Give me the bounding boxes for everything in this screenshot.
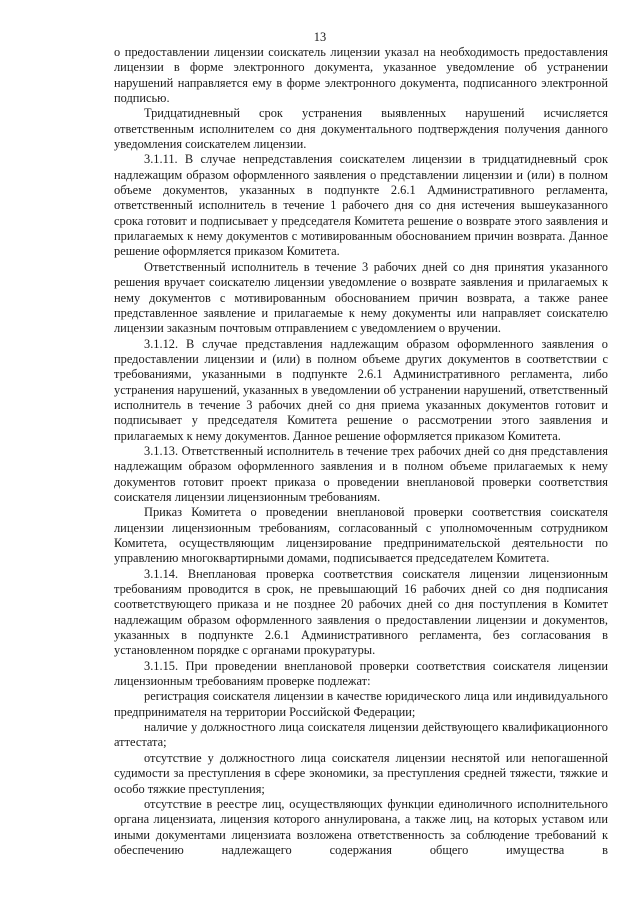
document-body bbox=[114, 45, 608, 858]
paragraph: 3.1.14. Внеплановая проверка соответствия соискателя лицензии лицензионным требованиям проводится в срок, не превышающий 16 рабочих дней со дня подписания соответствующего приказа и не позднее 20 рабочих дней со дня поступления в Комитет надлежащим образом оформленного заявления о предоставлении лицензии и документов, указанных в подпункте 2.6.1 Административного регламента, без согласования в установленном порядке с органами прокуратуры. bbox=[114, 566, 608, 658]
paragraph: Приказ Комитета о проведении внеплановой проверки соответствия соискателя лицензии лицензионным требованиям, согласованный с уполномоченным сотрудником Комитета, осуществляющим лицензирование предпринимательской деятельности по управлению многоквартирными домами, подписывается председателем Комитета. bbox=[114, 505, 608, 566]
paragraph: отсутствие в реестре лиц, осуществляющих функции единоличного исполнительного органа лицензиата, лицензия которого аннулирована, а также лиц, на которых уставом или иными документами лицензиата возложена ответственность за соблюдение требований к обеспечению надлежащего содержания общего имущества в bbox=[114, 796, 608, 857]
paragraph: Ответственный исполнитель в течение 3 рабочих дней со дня принятия указанного решения вручает соискателю лицензии уведомление о возврате заявления и прилагаемых к нему документов с мотивированным обоснованием причин возврата, а также ранее представленное заявление и прилагаемые к нему документы или направляет соискателю лицензии заказным почтовым отправлением с уведомлением о вручении. bbox=[114, 259, 608, 336]
paragraph: наличие у должностного лица соискателя лицензии действующего квалификационного аттестата; bbox=[114, 720, 608, 750]
paragraph: 3.1.11. В случае непредставления соискателем лицензии в тридцатидневный срок надлежащим образом оформленного заявления о представлении лицензии и (или) в полном объеме документов, указанных в подпункте 2.6.1 Административного регламента, ответственный исполнитель в течение 1 рабочего дня со дня истечения вышеуказанного срока готовит и подписывает у председателя Комитета решение о возврате этого заявления и прилагаемых к нему документов с мотивированным обоснованием причин возврата. Данное решение оформляется приказом Комитета. bbox=[114, 152, 608, 259]
paragraph: о предоставлении лицензии соискатель лицензии указал на необходимость предоставления лицензии в форме электронного документа, указанное уведомление об устранении нарушений направляется ему в форме электронного документа, подписанного электронной подписью. bbox=[114, 45, 608, 106]
paragraph: отсутствие у должностного лица соискателя лицензии неснятой или непогашенной судимости за преступления в сфере экономики, за преступления средней тяжести, тяжкие и особо тяжкие преступления; bbox=[114, 750, 608, 796]
paragraph: 3.1.13. Ответственный исполнитель в течение трех рабочих дней со дня представления надлежащим образом оформленного заявления и в полном объеме прилагаемых к нему документов готовит проект приказа о проведении внеплановой проверки соответствия соискателя лицензии лицензионным требованиям. bbox=[114, 443, 608, 504]
paragraph: 3.1.12. В случае представления надлежащим образом оформленного заявления о предоставлении лицензии и (или) в полном объеме других документов в соответствии с требованиями, указанными в подпункте 2.6.1 Административного регламента, либо устранения нарушений, указанных в уведомлении об устранении нарушений, ответственный исполнитель в течение 3 рабочих дней со дня приема указанных документов готовит и подписывает у председателя Комитета решение о рассмотрении этого заявления и прилагаемых к нему документов. Данное решение оформляется приказом Комитета. bbox=[114, 336, 608, 443]
page-number: 13 bbox=[313, 30, 327, 44]
paragraph: Тридцатидневный срок устранения выявленных нарушений исчисляется ответственным исполнителем со дня документального подтверждения получения данного уведомления соискателем лицензии. bbox=[114, 106, 608, 152]
paragraph: регистрация соискателя лицензии в качестве юридического лица или индивидуального предпринимателя на территории Российской Федерации; bbox=[114, 689, 608, 719]
paragraph: 3.1.15. При проведении внеплановой проверки соответствия соискателя лицензии лицензионным требованиям проверке подлежат: bbox=[114, 658, 608, 689]
